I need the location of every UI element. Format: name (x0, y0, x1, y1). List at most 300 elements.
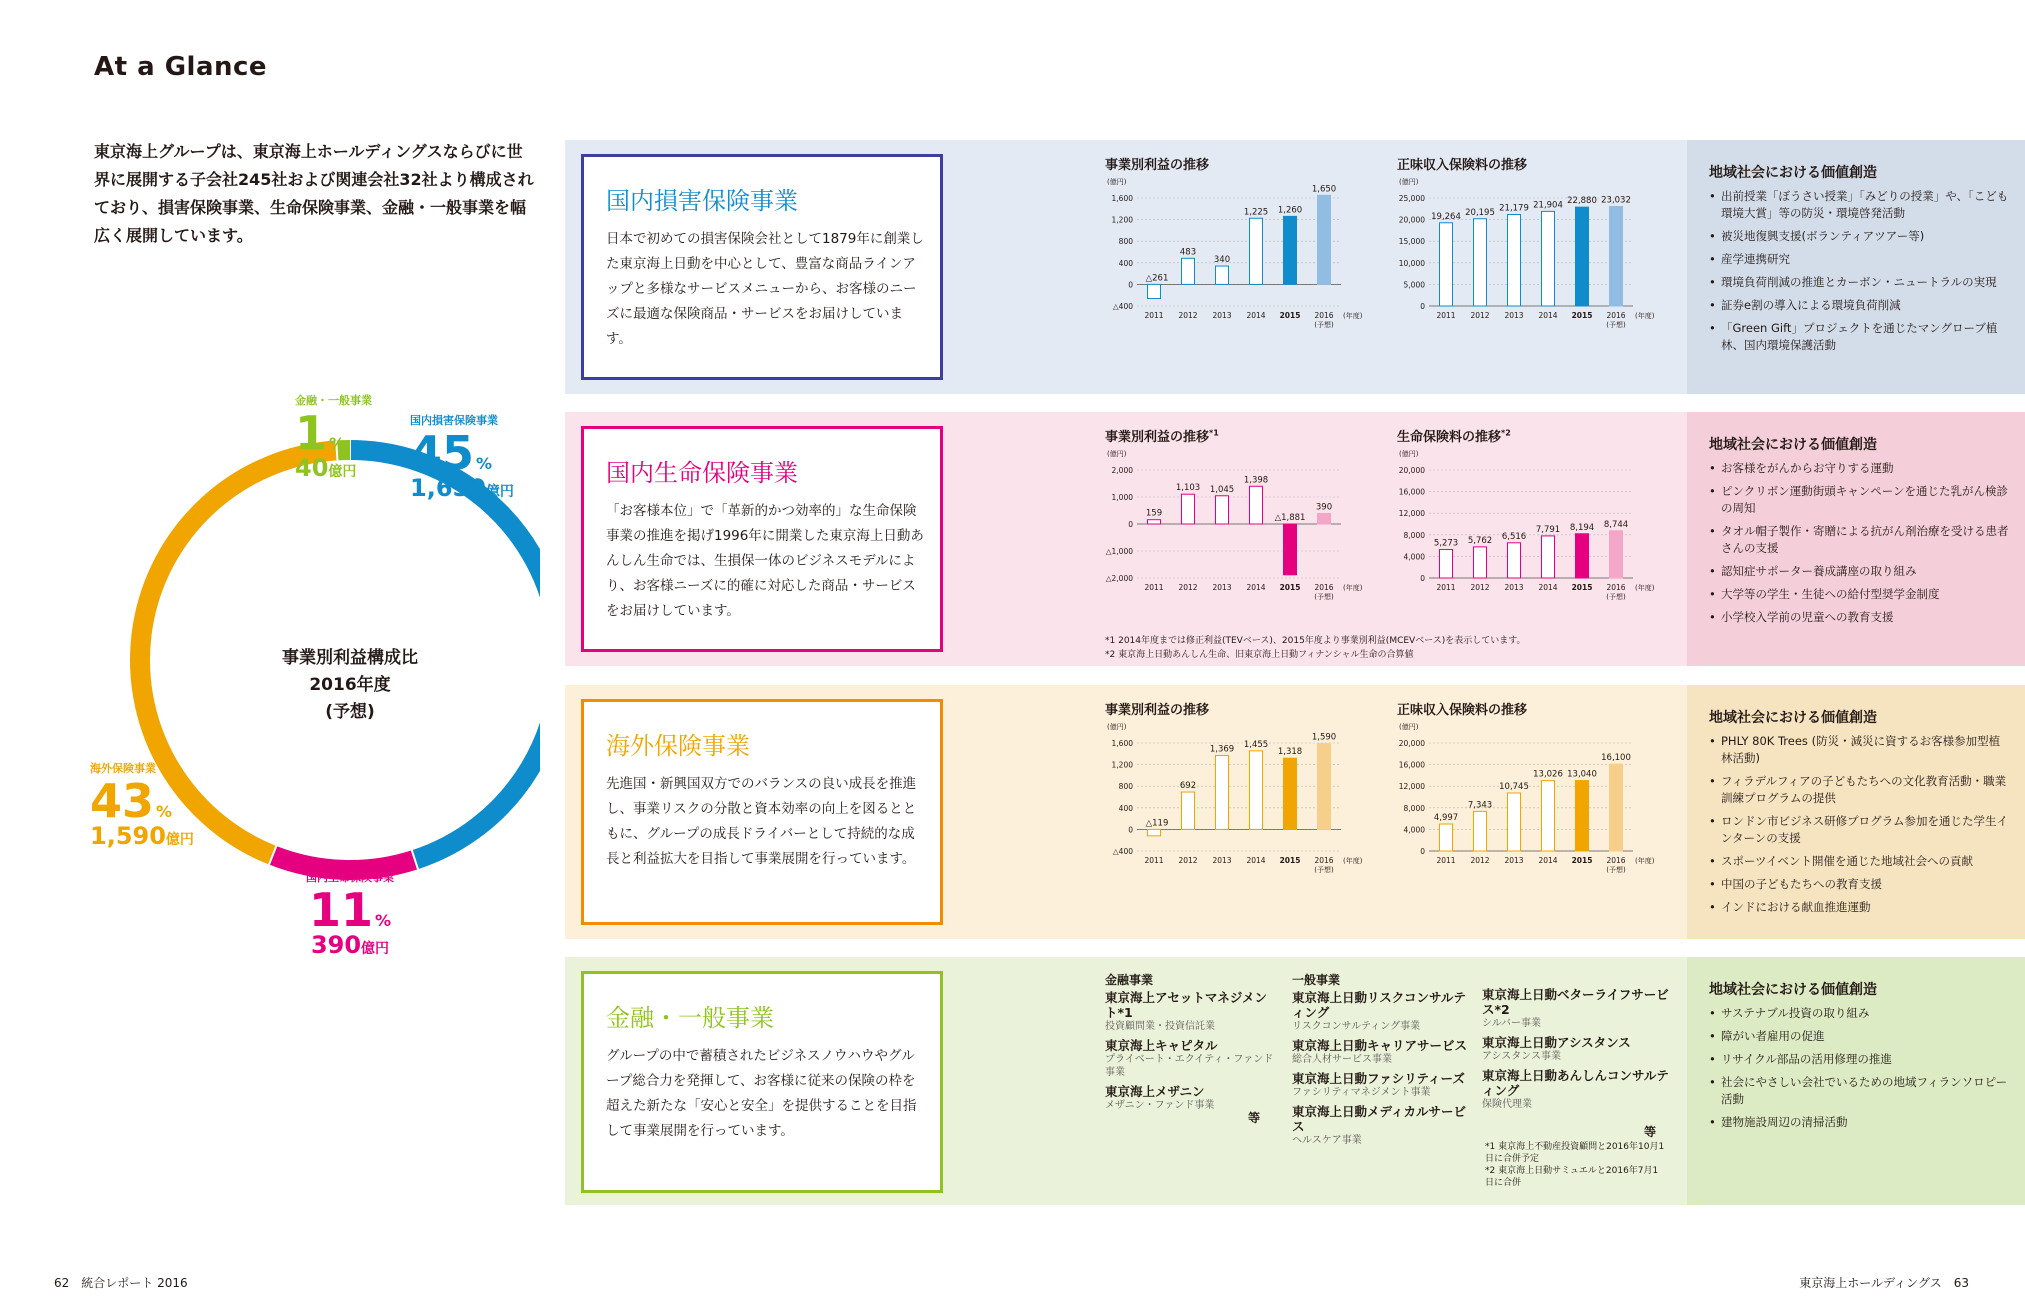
y-tick-label: 1,600 (1111, 194, 1133, 203)
chart-title-text: 事業別利益の推移 (1105, 430, 1210, 445)
list-item: • 「Green Gift」プロジェクトを通じたマングローブ植林、国内環境保護活動 (1709, 320, 2009, 354)
list-item: • お客様をがんからお守りする運動 (1709, 460, 2009, 477)
side-list (1709, 188, 2009, 360)
x-tick-label: 2013 (1212, 311, 1232, 320)
bar (1148, 829, 1161, 835)
forecast-label: (予想) (1606, 866, 1626, 874)
list-item: • 出前授業「ぼうさい授業」「みどりの授業」や、「こども環境大賞」等の防災・環境啓発活動 (1709, 188, 2009, 222)
company-list (1105, 990, 1275, 1112)
side-list (1709, 733, 2009, 922)
donut-center-year: 2016年度 (309, 675, 391, 695)
y-tick-label: 1,600 (1111, 739, 1133, 748)
year-unit-label: (年度) (1343, 584, 1363, 592)
note-1: *1 東京海上不動産投資顧問と2016年10月1日に合併予定 (1485, 1142, 1665, 1164)
x-tick-label: 2016 (1314, 311, 1334, 320)
x-tick-label: 2012 (1178, 583, 1198, 592)
x-tick-label: 2013 (1504, 856, 1524, 865)
bar (1576, 207, 1589, 306)
bar (1318, 744, 1331, 830)
company-name: 東京海上日動ファシリティーズ (1292, 1071, 1465, 1086)
y-tick-label: 16,000 (1398, 487, 1425, 497)
company-business: 総合人材サービス事業 (1292, 1054, 1392, 1065)
y-tick-label: 2,000 (1111, 466, 1133, 475)
company-name: 東京海上アセットマネジメント*1 (1105, 990, 1268, 1020)
bar (1508, 543, 1521, 578)
y-tick-label: 0 (1420, 302, 1425, 311)
y-tick-label: 0 (1128, 825, 1133, 835)
bar (1508, 215, 1521, 306)
year-unit-label: (年度) (1343, 857, 1363, 865)
footer-right: 東京海上ホールディングス 63 (1799, 1276, 1969, 1290)
list-item: • フィラデルフィアの子どもたちへの文化教育活動・職業訓練プログラムの提供 (1709, 773, 2009, 807)
y-tick-label: 800 (1118, 782, 1133, 792)
x-tick-label: 2012 (1470, 583, 1490, 592)
amount-unit: 億円 (165, 832, 194, 848)
donut-label-fin (295, 395, 372, 480)
side-panel (1687, 685, 2025, 939)
data-label: 19,264 (1431, 211, 1461, 222)
segment-name: 国内生命保険事業 (306, 871, 394, 884)
bar (1610, 207, 1623, 306)
data-label: 13,026 (1533, 769, 1563, 780)
segment-name: 海外保険事業 (90, 762, 156, 775)
y-tick-label: 12,000 (1398, 782, 1425, 792)
y-tick-label: 0 (1128, 280, 1133, 290)
data-label: 8,194 (1569, 522, 1595, 533)
y-tick-label: 1,200 (1111, 760, 1133, 770)
list-item: • サステナブル投資の取り組み (1709, 1005, 2009, 1022)
year-unit-label: (年度) (1343, 312, 1363, 320)
company-name: 東京海上日動メディカルサービス (1292, 1104, 1467, 1134)
section-domestic-pc (565, 140, 2025, 394)
company-business: 保険代理業 (1482, 1099, 1532, 1110)
x-tick-label: 2013 (1212, 856, 1232, 865)
y-tick-label: 1,000 (1111, 493, 1133, 502)
section-life (565, 412, 2025, 666)
data-label: 7,343 (1467, 800, 1493, 811)
x-tick-label: 2016 (1606, 856, 1626, 865)
x-tick-label: 2013 (1504, 311, 1524, 320)
donut-label-domestic-pc (410, 415, 514, 500)
y-tick-label: 800 (1118, 237, 1133, 247)
data-label: 1,225 (1243, 207, 1269, 218)
x-tick-label: 2015 (1279, 856, 1301, 865)
y-tick-label: 0 (1420, 574, 1425, 583)
etc-mark: 等 (1644, 1125, 1657, 1139)
side-title: 地域社会における価値創造 (1709, 710, 1877, 726)
y-tick-label: 1,200 (1111, 215, 1133, 225)
x-tick-label: 2014 (1538, 311, 1558, 320)
list-item: • 産学連携研究 (1709, 251, 2009, 268)
data-label: 10,745 (1499, 781, 1529, 792)
data-label: 21,179 (1499, 203, 1529, 214)
x-tick-label: 2015 (1279, 583, 1301, 592)
data-label: 6,516 (1501, 531, 1527, 542)
bar (1576, 781, 1589, 851)
forecast-label: (予想) (1314, 593, 1334, 601)
segment-amount: 390 (310, 931, 362, 959)
side-title: 地域社会における価値創造 (1709, 437, 1877, 453)
x-tick-label: 2011 (1144, 856, 1164, 865)
bar (1508, 793, 1521, 851)
note-2: *2 東京海上日動あんしん生命、旧東京海上日動フィナンシャル生命の合算値 (1105, 650, 1414, 660)
donut-center-forecast: (予想) (325, 702, 375, 722)
bar (1610, 531, 1623, 578)
chart-intl-profit (1105, 699, 1395, 899)
y-tick-label: 16,000 (1398, 760, 1425, 770)
y-unit-label: (億円) (1107, 723, 1127, 731)
y-tick-label: △2,000 (1105, 574, 1133, 583)
bar (1216, 266, 1229, 284)
data-label: 1,045 (1209, 484, 1235, 495)
section-international (565, 685, 2025, 939)
side-panel (1687, 140, 2025, 394)
data-label: 1,369 (1209, 744, 1235, 755)
data-label: 7,791 (1535, 524, 1561, 535)
segment-amount: 40 (295, 454, 329, 482)
pct-unit: % (329, 434, 346, 453)
general-business-column (1292, 971, 1472, 1152)
amount-unit: 億円 (361, 941, 390, 957)
company-business: ファシリティマネジメント事業 (1292, 1087, 1431, 1098)
profit-composition-donut (80, 385, 540, 985)
forecast-label: (予想) (1314, 866, 1334, 874)
list-item: • タオル帽子製作・寄贈による抗がん剤治療を受ける患者さんの支援 (1709, 523, 2009, 557)
y-tick-label: 8,000 (1403, 530, 1425, 540)
y-unit-label: (億円) (1107, 178, 1127, 186)
x-tick-label: 2014 (1246, 583, 1266, 592)
y-tick-label: 20,000 (1398, 215, 1425, 225)
x-tick-label: 2014 (1538, 856, 1558, 865)
bar (1542, 211, 1555, 306)
company-business: 投資顧問業・投資信託業 (1105, 1021, 1215, 1032)
company-name: 東京海上日動アシスタンス (1482, 1035, 1631, 1050)
x-tick-label: 2013 (1504, 583, 1524, 592)
company-business: アシスタンス事業 (1482, 1051, 1561, 1062)
data-label: 8,744 (1603, 519, 1629, 530)
pct-unit: % (374, 911, 392, 930)
list-item: • 証券e割の導入による環境負荷削減 (1709, 297, 2009, 314)
chart-title: 事業別利益の推移 (1105, 158, 1210, 173)
pct-unit: % (476, 454, 493, 473)
bar (1182, 792, 1195, 829)
segment-title: 国内損害保険事業 (606, 187, 798, 215)
bar (1610, 764, 1623, 851)
y-tick-label: 0 (1128, 520, 1133, 529)
list-item: • 小学校入学前の児童への教育支援 (1709, 609, 2009, 626)
x-tick-label: 2011 (1144, 311, 1164, 320)
x-tick-label: 2013 (1212, 583, 1232, 592)
list-item: • 障がい者雇用の促進 (1709, 1028, 2009, 1045)
list-item: • リサイクル部品の活用修理の推進 (1709, 1051, 2009, 1068)
list-item: • ロンドン市ビジネス研修プログラム参加を通じた学生インターンの支援 (1709, 813, 2009, 847)
y-tick-label: 400 (1118, 258, 1133, 268)
data-label: 22,880 (1567, 196, 1597, 207)
x-tick-label: 2012 (1178, 311, 1198, 320)
forecast-label: (予想) (1606, 593, 1626, 601)
column-heading: 金融事業 (1105, 973, 1154, 987)
y-tick-label: △1,000 (1105, 547, 1133, 556)
year-unit-label: (年度) (1635, 857, 1655, 865)
data-label: 4,997 (1433, 813, 1459, 824)
bar (1182, 258, 1195, 284)
segment-amount: 1,650 (410, 474, 486, 502)
note-2: *2 東京海上日動サミュエルと2016年7月1日に合併 (1485, 1166, 1659, 1188)
donut-center-title: 事業別利益構成比 (282, 648, 418, 668)
chart-title (1397, 426, 1511, 445)
note-1: *1 2014年度までは修正利益(TEVベース)、2015年度より事業別利益(MCEVベース)を表示しています。 (1105, 636, 1526, 646)
bar (1474, 547, 1487, 578)
company-name: 東京海上日動ベターライフサービス*2 (1482, 987, 1669, 1017)
list-item: • 認知症サポーター養成講座の取り組み (1709, 563, 2009, 580)
bar (1216, 755, 1229, 829)
segment-box (581, 699, 943, 925)
x-tick-label: 2016 (1606, 311, 1626, 320)
bar (1576, 534, 1589, 578)
bar (1440, 824, 1453, 851)
section-financial-general (565, 957, 2025, 1205)
y-tick-label: 4,000 (1403, 825, 1425, 835)
general-business-column-2 (1482, 987, 1672, 1116)
data-label: 1,260 (1277, 205, 1303, 216)
x-tick-label: 2014 (1246, 311, 1266, 320)
list-item: • スポーツイベント開催を通じた地域社会への貢献 (1709, 853, 2009, 870)
chart-title: 正味収入保険料の推移 (1397, 703, 1528, 718)
company-name: 東京海上日動キャリアサービス (1292, 1038, 1468, 1053)
donut-label-life (285, 872, 415, 957)
x-tick-label: 2012 (1470, 311, 1490, 320)
footer-left: 62 統合レポート 2016 (54, 1276, 188, 1290)
donut-center-label (250, 645, 450, 726)
x-tick-label: 2015 (1571, 311, 1593, 320)
list-item: • インドにおける献血推進運動 (1709, 899, 2009, 916)
x-tick-label: 2011 (1436, 856, 1456, 865)
pct-unit: % (156, 802, 173, 821)
chart-life-premium (1397, 426, 1687, 626)
x-tick-label: 2015 (1279, 311, 1301, 320)
x-tick-label: 2014 (1246, 856, 1266, 865)
data-label: 1,318 (1277, 747, 1303, 758)
data-label: 159 (1145, 508, 1163, 519)
segment-name: 金融・一般事業 (295, 394, 372, 407)
y-tick-label: 25,000 (1398, 194, 1425, 203)
bar-chart-svg (1105, 723, 1395, 898)
bar (1182, 494, 1195, 524)
y-tick-label: △400 (1112, 302, 1133, 311)
segment-description: 先進国・新興国双方でのバランスの良い成長を推進し、事業リスクの分散と資本効率の向上を図るとともに、グループの成長ドライバーとして持続的な成長と利益拡大を目指して事業展開を行っています。 (606, 776, 917, 867)
fin-notes (1485, 1141, 1665, 1189)
list-item: • 社会にやさしい会社でいるための地域フィランソロピー活動 (1709, 1074, 2009, 1108)
data-label: △119 (1145, 818, 1169, 829)
chart-intl-premium (1397, 699, 1687, 899)
company-name: 東京海上キャピタル (1105, 1038, 1218, 1053)
bar (1284, 524, 1297, 575)
chart-notes (1105, 634, 1526, 662)
data-label: △261 (1145, 273, 1169, 284)
side-panel (1687, 412, 2025, 666)
list-item: • 環境負荷削減の推進とカーボン・ニュートラルの実現 (1709, 274, 2009, 291)
data-label: 21,904 (1533, 200, 1563, 211)
bar (1250, 751, 1263, 830)
segment-pct: 1 (295, 406, 328, 460)
bar (1250, 486, 1263, 524)
bar (1216, 496, 1229, 524)
chart-title: 正味収入保険料の推移 (1397, 158, 1528, 173)
list-item: • 中国の子どもたちへの教育支援 (1709, 876, 2009, 893)
bar-chart-svg (1397, 178, 1687, 353)
list-item: • 大学等の学生・生徒への給付型奨学金制度 (1709, 586, 2009, 603)
year-unit-label: (年度) (1635, 584, 1655, 592)
segment-description: 「お客様本位」で「革新的かつ効率的」な生命保険事業の推進を掲げ1996年に開業した東京海上日動あんしん生命では、生損保一体のビジネスモデルにより、お客様ニーズに的確に対応した商品・サービスをお届けしています。 (606, 503, 924, 619)
bar (1474, 811, 1487, 851)
company-list (1482, 987, 1672, 1111)
data-label: 13,040 (1567, 769, 1597, 780)
y-tick-label: 5,000 (1403, 280, 1425, 290)
segment-pct: 45 (410, 426, 475, 480)
x-tick-label: 2016 (1314, 583, 1334, 592)
intro-text: 東京海上グループは、東京海上ホールディングスならびに世界に展開する子会社245社および関連会社32社より構成されており、損害保険事業、生命保険事業、金融・一般事業を幅広く展開しています。 (94, 142, 534, 245)
chart-pc-profit (1105, 154, 1395, 354)
bar (1318, 195, 1331, 284)
data-label: 692 (1179, 781, 1197, 792)
bar-chart-svg (1397, 450, 1687, 625)
data-label: 5,762 (1467, 535, 1493, 546)
amount-unit: 億円 (485, 484, 514, 500)
donut-segment (273, 855, 415, 870)
bar (1250, 218, 1263, 284)
segment-description: 日本で初めての損害保険会社として1879年に創業した東京海上日動を中心として、豊富な商品ラインアップと多様なサービスメニューから、お客様のニーズに最適な保険商品・サービスをお届けしています。 (606, 231, 924, 347)
page-title: At a Glance (94, 52, 268, 82)
x-tick-label: 2011 (1436, 583, 1456, 592)
bar-chart-svg (1105, 178, 1395, 353)
segment-pct: 43 (90, 774, 155, 828)
company-business: ヘルスケア事業 (1292, 1135, 1362, 1146)
segment-title: 国内生命保険事業 (606, 459, 798, 487)
donut-label-intl (90, 763, 194, 848)
x-tick-label: 2016 (1606, 583, 1626, 592)
bar (1148, 284, 1161, 298)
y-tick-label: 10,000 (1398, 258, 1425, 268)
data-label: 340 (1213, 255, 1231, 266)
data-label: △1,881 (1274, 513, 1306, 523)
data-label: 20,195 (1465, 207, 1495, 218)
data-label: 1,650 (1311, 184, 1337, 195)
etc-mark: 等 (1248, 1111, 1261, 1125)
y-unit-label: (億円) (1399, 178, 1419, 186)
x-tick-label: 2015 (1571, 856, 1593, 865)
footnote-mark: *1 (1209, 428, 1219, 438)
column-heading: 一般事業 (1292, 973, 1341, 987)
bar (1148, 520, 1161, 524)
segment-title: 海外保険事業 (606, 732, 750, 760)
y-tick-label: 400 (1118, 803, 1133, 813)
list-item: • PHLY 80K Trees (防災・減災に資するお客様参加型植林活動) (1709, 733, 2009, 767)
side-list (1709, 1005, 2009, 1137)
y-tick-label: 15,000 (1398, 237, 1425, 247)
y-unit-label: (億円) (1399, 723, 1419, 731)
x-tick-label: 2012 (1470, 856, 1490, 865)
segment-name: 国内損害保険事業 (410, 414, 498, 427)
company-business: プライベート・エクイティ・ファンド事業 (1105, 1054, 1274, 1078)
segment-box (581, 426, 943, 652)
bar (1440, 223, 1453, 306)
x-tick-label: 2012 (1178, 856, 1198, 865)
bar-chart-svg (1105, 450, 1395, 625)
side-title: 地域社会における価値創造 (1709, 982, 1877, 998)
list-item: • 被災地復興支援(ボランティアツアー等) (1709, 228, 2009, 245)
bar (1318, 513, 1331, 524)
y-tick-label: 8,000 (1403, 803, 1425, 813)
y-tick-label: 0 (1420, 847, 1425, 856)
segment-pct: 11 (308, 883, 373, 937)
finance-business-column (1105, 971, 1275, 1117)
segment-box (581, 154, 943, 380)
footnote-mark: *2 (1501, 428, 1511, 438)
chart-life-profit (1105, 426, 1395, 626)
data-label: 16,100 (1601, 753, 1631, 764)
y-unit-label: (億円) (1107, 450, 1127, 458)
bar (1542, 536, 1555, 578)
company-name: 東京海上日動リスクコンサルティング (1292, 990, 1466, 1020)
bar-chart-svg (1397, 723, 1687, 898)
side-title: 地域社会における価値創造 (1709, 165, 1877, 181)
bar (1474, 219, 1487, 306)
y-tick-label: 12,000 (1398, 509, 1425, 519)
list-item: • ピンクリボン運動街頭キャンペーンを通じた乳がん検診の周知 (1709, 483, 2009, 517)
side-panel (1687, 957, 2025, 1205)
company-business: リスクコンサルティング事業 (1292, 1021, 1421, 1032)
data-label: 1,590 (1311, 732, 1337, 743)
chart-pc-premium (1397, 154, 1687, 354)
y-unit-label: (億円) (1399, 450, 1419, 458)
bar (1284, 216, 1297, 284)
x-tick-label: 2011 (1144, 583, 1164, 592)
forecast-label: (予想) (1314, 321, 1334, 329)
bar (1542, 781, 1555, 851)
year-unit-label: (年度) (1635, 312, 1655, 320)
y-tick-label: 20,000 (1398, 739, 1425, 748)
list-item: • 建物施設周辺の清掃活動 (1709, 1114, 2009, 1131)
x-tick-label: 2015 (1571, 583, 1593, 592)
forecast-label: (予想) (1606, 321, 1626, 329)
segment-description: グループの中で蓄積されたビジネスノウハウやグループ総合力を発揮して、お客様に従来の保険の枠を超えた新たな「安心と安全」を提供することを目指して事業展開を行っています。 (606, 1048, 917, 1139)
y-tick-label: 4,000 (1403, 552, 1425, 562)
company-name: 東京海上メザニン (1105, 1084, 1205, 1099)
data-label: 483 (1179, 247, 1197, 258)
chart-title-text: 生命保険料の推移 (1397, 430, 1502, 445)
bar (1440, 550, 1453, 578)
data-label: 390 (1315, 502, 1333, 513)
segment-title: 金融・一般事業 (606, 1004, 774, 1032)
chart-title: 事業別利益の推移 (1105, 703, 1210, 718)
x-tick-label: 2014 (1538, 583, 1558, 592)
y-tick-label: 20,000 (1398, 466, 1425, 475)
side-list (1709, 460, 2009, 632)
amount-unit: 億円 (328, 464, 357, 480)
x-tick-label: 2011 (1436, 311, 1456, 320)
company-name: 東京海上日動あんしんコンサルティング (1482, 1068, 1669, 1098)
data-label: 1,398 (1243, 475, 1269, 486)
bar (1284, 758, 1297, 829)
x-tick-label: 2016 (1314, 856, 1334, 865)
company-list (1292, 990, 1472, 1147)
data-label: 1,455 (1243, 739, 1269, 750)
data-label: 23,032 (1601, 195, 1631, 206)
segment-box (581, 971, 943, 1193)
segment-amount: 1,590 (90, 822, 166, 850)
company-business: シルバー事業 (1482, 1018, 1542, 1029)
company-business: メザニン・ファンド事業 (1105, 1100, 1215, 1111)
